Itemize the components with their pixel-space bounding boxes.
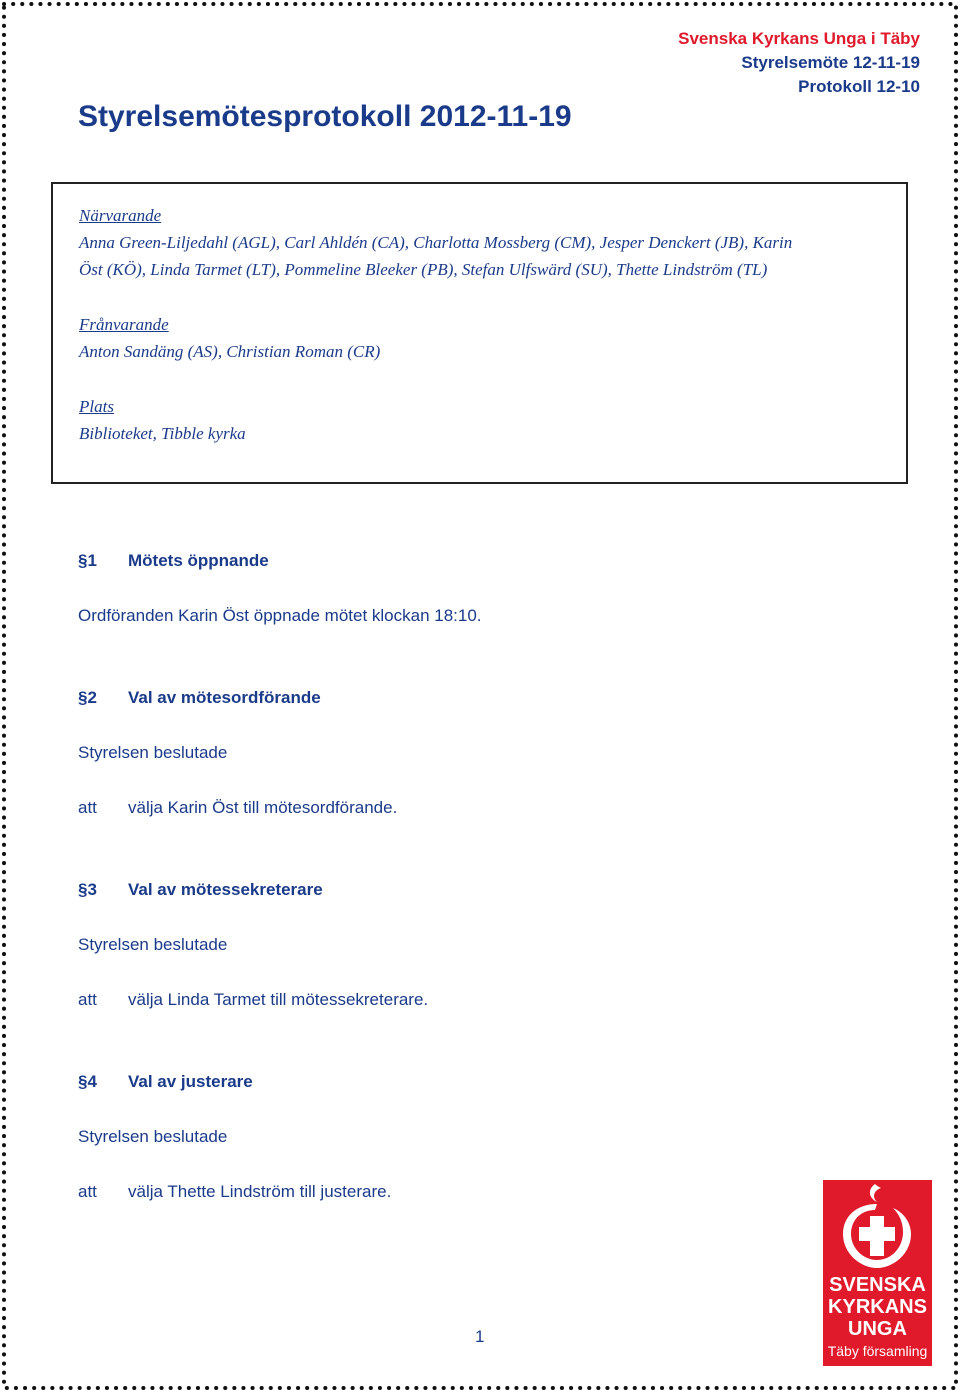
section-3-decision: välja Linda Tarmet till mötessekreterare. — [128, 990, 429, 1009]
section-4-title: Val av justerare — [128, 1072, 253, 1091]
attendance-box — [51, 182, 908, 484]
section-4-decided: Styrelsen beslutade — [78, 1127, 228, 1146]
cross-heart-icon — [823, 1180, 932, 1275]
present-line-2: Öst (KÖ), Linda Tarmet (LT), Pommeline Bleeker (PB), Stefan Ulfswärd (SU), Thette Lindström (TL) — [79, 260, 768, 279]
section-2-number: §2 — [78, 688, 97, 707]
page-number: 1 — [475, 1327, 485, 1346]
section-3-decided: Styrelsen beslutade — [78, 935, 228, 954]
section-4-decision: välja Thette Lindström till justerare. — [128, 1182, 392, 1201]
section-4-att: att — [78, 1182, 97, 1201]
logo-line-1: SVENSKA — [829, 1274, 926, 1296]
section-2-title: Val av mötesordförande — [128, 688, 321, 707]
svenska-kyrkans-unga-logo — [823, 1180, 932, 1366]
place-label: Plats — [79, 397, 114, 416]
section-2-decision: välja Karin Öst till mötesordförande. — [128, 798, 398, 817]
section-3-title: Val av mötessekreterare — [128, 880, 323, 899]
section-1-number: §1 — [78, 551, 97, 570]
present-line-1: Anna Green-Liljedahl (AGL), Carl Ahldén (CA), Charlotta Mossberg (CM), Jesper Denckert (JB), Karin — [79, 233, 793, 252]
logo-subtitle: Täby församling — [827, 1343, 928, 1359]
absent-text: Anton Sandäng (AS), Christian Roman (CR) — [79, 342, 381, 361]
protocol-number: Protokoll 12-10 — [798, 77, 920, 96]
meeting-date: Styrelsemöte 12-11-19 — [741, 53, 920, 72]
section-2-att: att — [78, 798, 97, 817]
document-header — [678, 27, 920, 99]
section-3-number: §3 — [78, 880, 97, 899]
logo-line-2: KYRKANS — [828, 1296, 927, 1318]
logo-line-3: UNGA — [848, 1318, 907, 1340]
section-4-number: §4 — [78, 1072, 97, 1091]
section-3-att: att — [78, 990, 97, 1009]
section-2-decided: Styrelsen beslutade — [78, 743, 228, 762]
section-1-title: Mötets öppnande — [128, 551, 269, 570]
document-title: Styrelsemötesprotokoll 2012-11-19 — [78, 100, 572, 133]
section-1-text: Ordföranden Karin Öst öppnade mötet klockan 18:10. — [78, 606, 482, 625]
present-label: Närvarande — [79, 206, 162, 225]
absent-label: Frånvarande — [79, 315, 169, 334]
place-text: Biblioteket, Tibble kyrka — [79, 424, 246, 443]
organization-name: Svenska Kyrkans Unga i Täby — [678, 29, 920, 48]
